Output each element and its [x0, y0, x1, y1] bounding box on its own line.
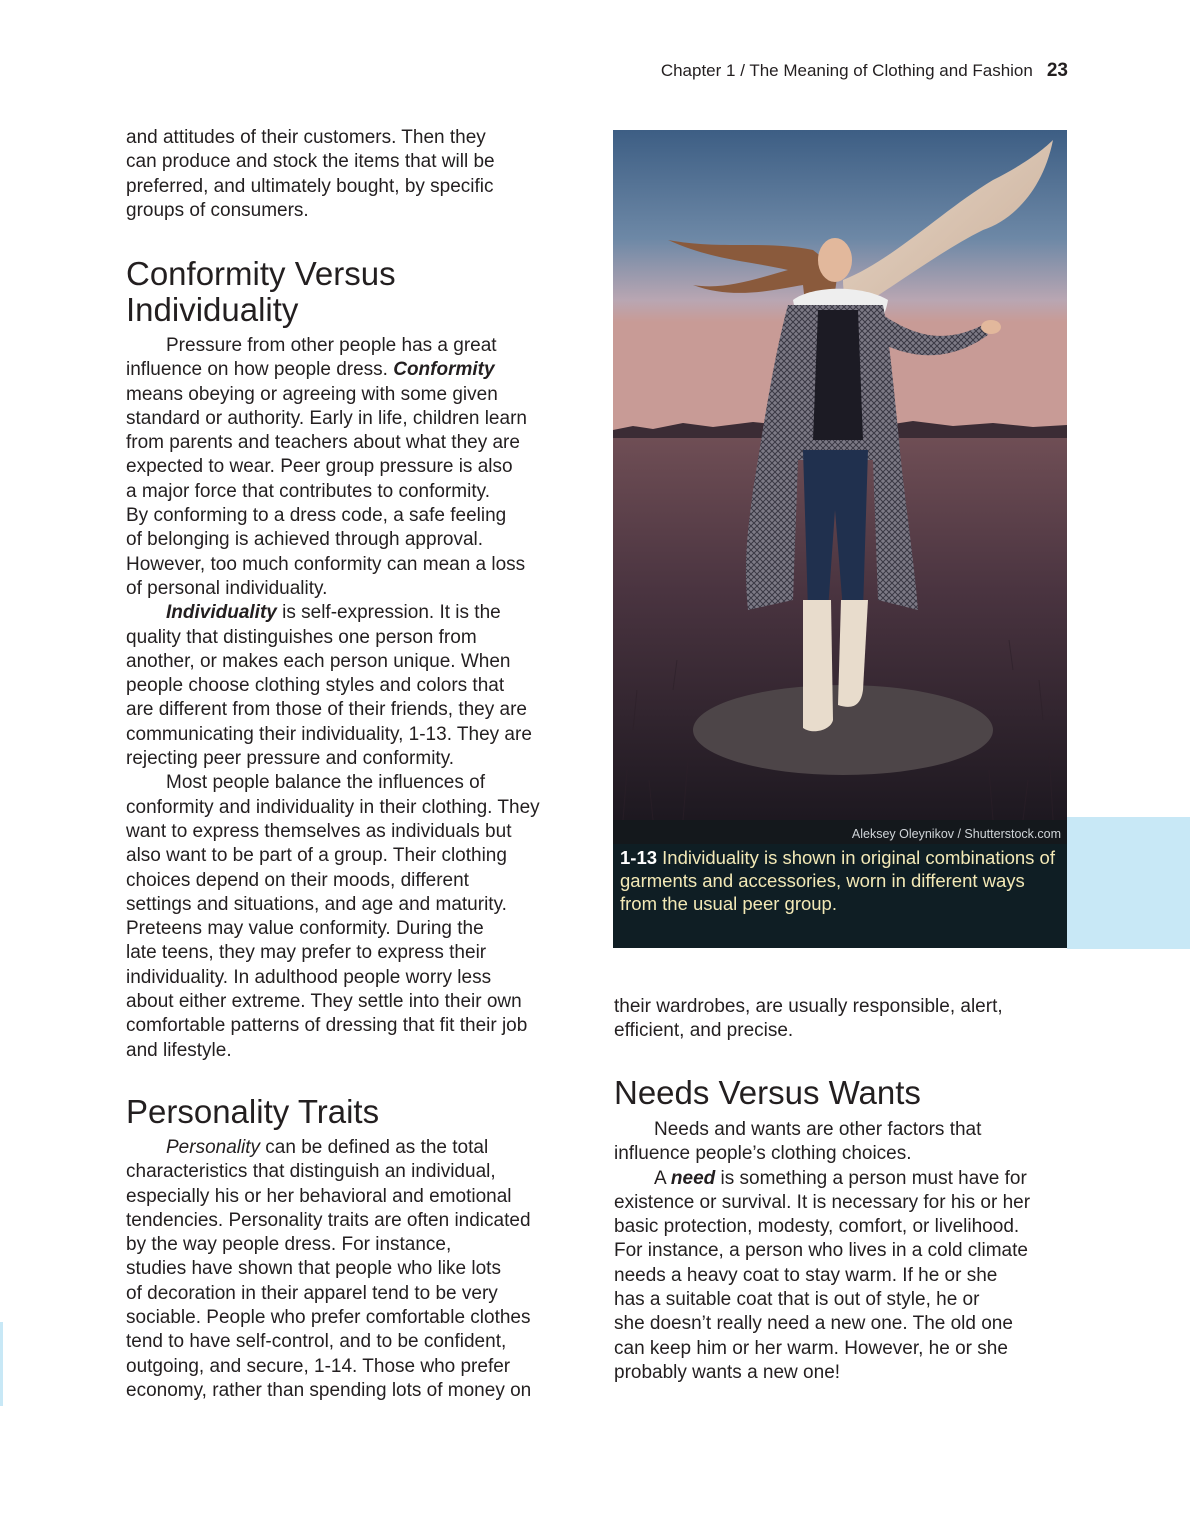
page-number: 23	[1046, 60, 1068, 81]
text-line: means obeying or agreeing with some given	[126, 383, 498, 405]
text-line: and lifestyle.	[126, 1039, 232, 1061]
caption-text: Individuality is shown in original combinations of garments and accessories, worn in different ways from the usual peer group.	[620, 847, 1055, 914]
text-line: about either extreme. They settle into their own	[126, 991, 522, 1013]
text-line: choices depend on their moods, different	[126, 869, 469, 891]
text-line: another, or makes each person unique. When	[126, 650, 511, 672]
text-line: probably wants a new one!	[614, 1361, 841, 1383]
individuality-paragraph	[126, 601, 582, 771]
text-line: also want to be part of a group. Their clothing	[126, 845, 507, 867]
text-line: expected to wear. Peer group pressure is also	[126, 456, 513, 478]
text-fragment: influence on how people dress.	[126, 359, 394, 381]
text-line: communicating their individuality, 1-13. They are	[126, 723, 532, 745]
text-line: want to express themselves as individuals but	[126, 820, 512, 842]
text-line: needs a heavy coat to stay warm. If he or she	[614, 1264, 998, 1286]
text-line: can produce and stock the items that will be	[126, 151, 495, 173]
conformity-paragraph	[126, 334, 582, 601]
sweater	[813, 310, 863, 440]
personality-continued	[614, 995, 1068, 1044]
term-conformity: Conformity	[393, 359, 495, 381]
text-line: economy, rather than spending lots of money on	[126, 1379, 532, 1401]
text-line: Needs and wants are other factors that	[654, 1119, 982, 1140]
text-line: standard or authority. Early in life, children learn	[126, 407, 527, 429]
text-line: influence people’s clothing choices.	[614, 1143, 912, 1165]
text-line: comfortable patterns of dressing that fit their job	[126, 1015, 528, 1037]
boot-left	[803, 600, 833, 731]
text-line: existence or survival. It is necessary for his or her	[614, 1191, 1031, 1213]
text-line: she doesn’t really need a new one. The old one	[614, 1313, 1013, 1335]
text-line: However, too much conformity can mean a loss	[126, 553, 526, 575]
text-line: efficient, and precise.	[614, 1020, 794, 1042]
needs-intro-paragraph	[614, 1118, 1068, 1167]
text-line: characteristics that distinguish an individual,	[126, 1161, 496, 1183]
figure-photo	[613, 130, 1067, 820]
text-line: individuality. In adulthood people worry less	[126, 966, 492, 988]
text-line: quality that distinguishes one person from	[126, 626, 477, 648]
text-line	[614, 1167, 1068, 1191]
chapter-title: Chapter 1 / The Meaning of Clothing and Fashion	[660, 61, 1033, 80]
heading-line: Conformity Versus	[126, 255, 396, 292]
text-line: especially his or her behavioral and emotional	[126, 1185, 512, 1207]
text-line: can keep him or her warm. However, he or she	[614, 1337, 1008, 1359]
text-line: rejecting peer pressure and conformity.	[126, 748, 455, 770]
text-fragment: is something a person must have for	[715, 1167, 1027, 1189]
needs-heading	[614, 1075, 1068, 1111]
text-line: by the way people dress. For instance,	[126, 1234, 452, 1256]
text-line: from parents and teachers about what they are	[126, 432, 520, 454]
text-line: people choose clothing styles and colors that	[126, 675, 505, 697]
text-line: late teens, they may prefer to express their	[126, 942, 487, 964]
text-line: conformity and individuality in their clothing. They	[126, 796, 540, 818]
text-line: basic protection, modesty, comfort, or livelihood.	[614, 1216, 1020, 1238]
balance-paragraph	[126, 771, 582, 1063]
text-line: tend to have self-control, and to be confident,	[126, 1331, 507, 1353]
intro-paragraph	[126, 126, 582, 223]
running-head	[661, 60, 1068, 82]
personality-section	[126, 1136, 582, 1403]
figure-number: 1-13	[620, 847, 658, 868]
text-line	[126, 601, 582, 625]
text-line: groups of consumers.	[126, 199, 309, 221]
text-line: For instance, a person who lives in a cold climate	[614, 1240, 1028, 1262]
conformity-section	[126, 334, 582, 1063]
text-line: settings and situations, and age and maturity.	[126, 893, 507, 915]
text-line	[126, 1136, 582, 1160]
photo-credit: Aleksey Oleynikov / Shutterstock.com	[613, 820, 1067, 844]
face	[818, 238, 852, 282]
text-line: By conforming to a dress code, a safe feeling	[126, 505, 507, 527]
text-line: sociable. People who prefer comfortable clothes	[126, 1307, 531, 1329]
text-line: of belonging is achieved through approval.	[126, 529, 484, 551]
text-line: Most people balance the influences of	[166, 772, 485, 794]
text-line: preferred, and ultimately bought, by specific	[126, 175, 494, 197]
term-individuality: Individuality	[166, 602, 277, 624]
text-line: and attitudes of their customers. Then they	[126, 127, 486, 148]
heading-line: Individuality	[126, 291, 299, 328]
conformity-heading	[126, 256, 582, 328]
edge-mark	[0, 1322, 3, 1406]
need-definition-paragraph	[614, 1167, 1068, 1386]
heading-text: Needs Versus Wants	[614, 1074, 921, 1111]
term-personality: Personality	[166, 1137, 260, 1158]
term-need: need	[670, 1167, 716, 1189]
text-line: of decoration in their apparel tend to be very	[126, 1282, 498, 1304]
text-line	[126, 358, 582, 382]
text-line: of personal individuality.	[126, 577, 328, 599]
text-line: has a suitable coat that is out of style, he or	[614, 1289, 980, 1311]
text-fragment: can be defined as the total	[260, 1137, 489, 1158]
text-fragment: is self-expression. It is the	[276, 602, 501, 624]
figure-caption	[613, 844, 1067, 948]
text-line: outgoing, and secure, 1-14. Those who prefer	[126, 1355, 511, 1377]
text-line: a major force that contributes to conformity.	[126, 480, 490, 502]
hand	[981, 320, 1001, 334]
heading-text: Personality Traits	[126, 1093, 380, 1130]
text-line: Preteens may value conformity. During the	[126, 918, 484, 940]
margin-tab	[1067, 817, 1190, 949]
text-line: their wardrobes, are usually responsible, alert,	[614, 996, 1003, 1017]
text-fragment: A	[654, 1167, 671, 1189]
personality-heading	[126, 1094, 582, 1130]
personality-paragraph	[126, 1136, 582, 1403]
text-line: studies have shown that people who like lots	[126, 1258, 501, 1280]
text-line: are different from those of their friends, they are	[126, 699, 527, 721]
text-line: tendencies. Personality traits are often indicated	[126, 1209, 531, 1231]
needs-section	[614, 1118, 1068, 1385]
text-line: Pressure from other people has a great	[166, 335, 497, 356]
